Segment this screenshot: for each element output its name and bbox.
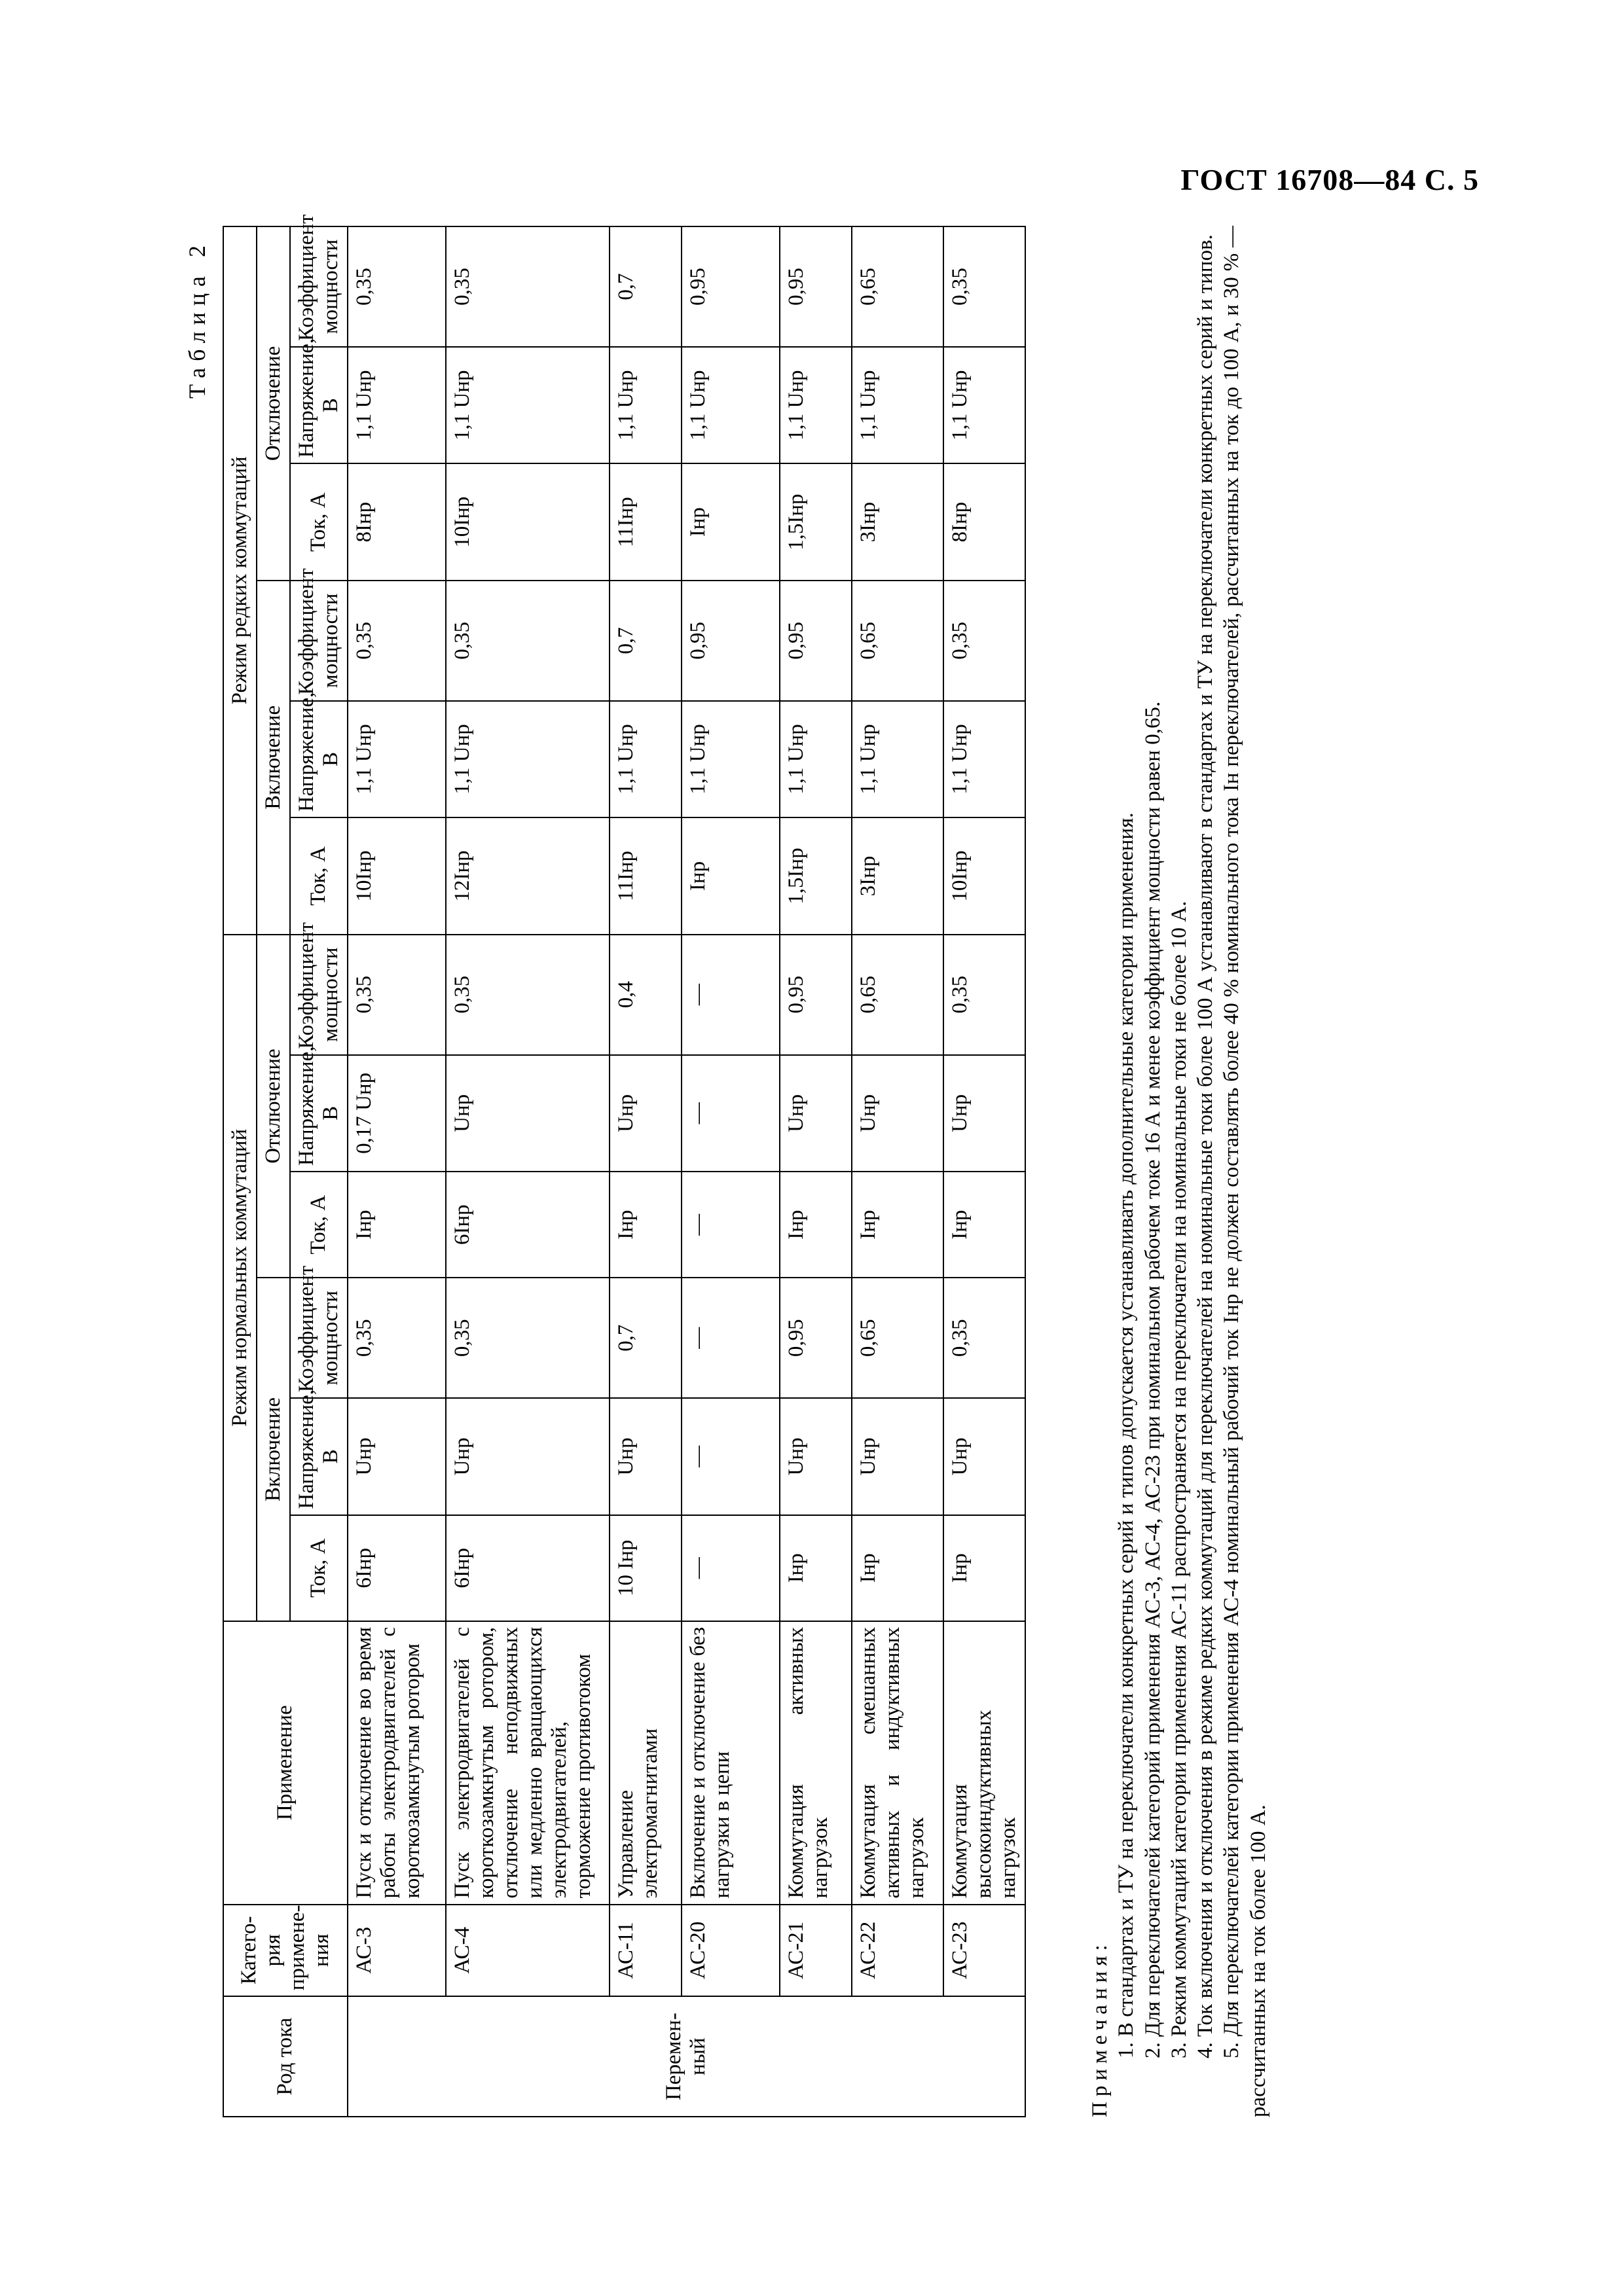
value-cell: 0,95 bbox=[780, 581, 852, 701]
value-cell: 0,65 bbox=[852, 581, 943, 701]
value-cell: 0,35 bbox=[348, 935, 446, 1055]
value-cell: 1,1 Uнр bbox=[446, 347, 610, 463]
application-cell: Пуск и отключение во время работы электродвигателей с короткозамкнутым ротором bbox=[348, 1621, 446, 1905]
header-current: Ток, А bbox=[290, 463, 348, 580]
category-cell: АС-3 bbox=[348, 1905, 446, 1997]
value-cell: 1,1 Uнр bbox=[780, 701, 852, 817]
value-cell: 6Iнр bbox=[348, 1515, 446, 1621]
table-row bbox=[780, 226, 852, 2117]
header-category: Катего-рия примене-ния bbox=[223, 1905, 348, 1997]
value-cell: 0,35 bbox=[348, 581, 446, 701]
value-cell: 0,65 bbox=[852, 1278, 943, 1398]
value-cell: 1,1 Uнр bbox=[610, 701, 682, 817]
application-cell: Коммутация смешанных активных и индуктивных нагрузок bbox=[852, 1621, 943, 1905]
value-cell: 3Iнр bbox=[852, 817, 943, 934]
table-row bbox=[682, 226, 780, 2117]
value-cell: Uнр bbox=[780, 1055, 852, 1172]
value-cell: 0,35 bbox=[446, 935, 610, 1055]
value-cell: 0,35 bbox=[446, 581, 610, 701]
header-current: Ток, А bbox=[290, 1172, 348, 1278]
note-4: 4. Ток включения и отключения в режиме редких коммутаций для переключателей на номинальные токи более 100 А устанавливают в стандартах и ТУ на переключатели конкретных серий и типов. bbox=[1194, 234, 1217, 2058]
value-cell: 6Iнр bbox=[446, 1515, 610, 1621]
value-cell: — bbox=[682, 1278, 780, 1398]
value-cell: 0,17 Uнр bbox=[348, 1055, 446, 1172]
value-cell: 1,1 Uнр bbox=[682, 701, 780, 817]
value-cell: 0,95 bbox=[682, 226, 780, 347]
value-cell: 1,1 Uнр bbox=[610, 347, 682, 463]
value-cell: 0,95 bbox=[780, 1278, 852, 1398]
value-cell: Iнр bbox=[610, 1172, 682, 1278]
value-cell: 0,35 bbox=[943, 1278, 1025, 1398]
table-row bbox=[943, 226, 1025, 2117]
header-voltage: Напряжение, В bbox=[290, 1398, 348, 1515]
category-cell: АС-4 bbox=[446, 1905, 610, 1997]
header-kind: Род тока bbox=[223, 1996, 348, 2117]
value-cell: 1,1 Uнр bbox=[943, 347, 1025, 463]
value-cell: 1,1 Uнр bbox=[348, 701, 446, 817]
header-application: Применение bbox=[223, 1621, 348, 1905]
value-cell: 0,35 bbox=[446, 1278, 610, 1398]
value-cell: 0,7 bbox=[610, 226, 682, 347]
table-row bbox=[610, 226, 682, 2117]
value-cell: 1,1 Uнр bbox=[852, 701, 943, 817]
value-cell: 8Iнр bbox=[943, 463, 1025, 580]
value-cell: — bbox=[682, 935, 780, 1055]
value-cell: 1,5Iнр bbox=[780, 817, 852, 934]
value-cell: Uнр bbox=[446, 1055, 610, 1172]
value-cell: 1,1 Uнр bbox=[348, 347, 446, 463]
value-cell: Iнр bbox=[943, 1172, 1025, 1278]
value-cell: 0,95 bbox=[682, 581, 780, 701]
value-cell: 10Iнр bbox=[446, 463, 610, 580]
value-cell: 1,1 Uнр bbox=[446, 701, 610, 817]
value-cell: 1,5Iнр bbox=[780, 463, 852, 580]
header-power-factor: Коэффициент мощности bbox=[290, 226, 348, 347]
value-cell: 0,7 bbox=[610, 581, 682, 701]
category-cell: АС-21 bbox=[780, 1905, 852, 1997]
value-cell: Iнр bbox=[682, 463, 780, 580]
value-cell: 0,7 bbox=[610, 1278, 682, 1398]
value-cell: Uнр bbox=[780, 1398, 852, 1515]
value-cell: 12Iнр bbox=[446, 817, 610, 934]
value-cell: 11Iнр bbox=[610, 463, 682, 580]
value-cell: Iнр bbox=[348, 1172, 446, 1278]
value-cell: 0,95 bbox=[780, 226, 852, 347]
value-cell: 3Iнр bbox=[852, 463, 943, 580]
value-cell: — bbox=[682, 1515, 780, 1621]
category-cell: АС-11 bbox=[610, 1905, 682, 1997]
value-cell: 8Iнр bbox=[348, 463, 446, 580]
value-cell: — bbox=[682, 1398, 780, 1515]
notes-block bbox=[1087, 226, 1271, 2117]
value-cell: 0,4 bbox=[610, 935, 682, 1055]
header-rare-on: Включение bbox=[257, 581, 290, 935]
value-cell: 10Iнр bbox=[348, 817, 446, 934]
value-cell: — bbox=[682, 1055, 780, 1172]
value-cell: Uнр bbox=[943, 1055, 1025, 1172]
header-normal-on: Включение bbox=[257, 1278, 290, 1621]
value-cell: Iнр bbox=[852, 1172, 943, 1278]
current-kind-cell: Перемен-ный bbox=[348, 1996, 1025, 2117]
value-cell: 0,65 bbox=[852, 226, 943, 347]
table-2 bbox=[223, 214, 1026, 2117]
header-current: Ток, А bbox=[290, 1515, 348, 1621]
header-voltage: Напряжение, В bbox=[290, 347, 348, 463]
table-row bbox=[852, 226, 943, 2117]
header-power-factor: Коэффициент мощности bbox=[290, 935, 348, 1055]
header-voltage: Напряжение, В bbox=[290, 1055, 348, 1172]
value-cell: Iнр bbox=[852, 1515, 943, 1621]
header-current: Ток, А bbox=[290, 817, 348, 934]
header-normal-off: Отключение bbox=[257, 935, 290, 1278]
value-cell: 1,1 Uнр bbox=[682, 347, 780, 463]
header-rare-mode: Режим редких коммутаций bbox=[223, 226, 257, 935]
note-1: 1. В стандартах и ТУ на переключатели конкретных серий и типов допускается устанавливать дополнительные категории применения. bbox=[1114, 812, 1139, 2058]
application-cell: Коммутация высокоиндуктивных нагрузок bbox=[943, 1621, 1025, 1905]
value-cell: 0,95 bbox=[780, 935, 852, 1055]
value-cell: Uнр bbox=[610, 1055, 682, 1172]
value-cell: Uнр bbox=[446, 1398, 610, 1515]
value-cell: 1,1 Uнр bbox=[852, 347, 943, 463]
value-cell: 0,35 bbox=[943, 581, 1025, 701]
application-cell: Управление электромагнитами bbox=[610, 1621, 682, 1905]
value-cell: 1,1 Uнр bbox=[780, 347, 852, 463]
header-normal-mode: Режим нормальных коммутаций bbox=[223, 935, 257, 1621]
rotated-page-content bbox=[183, 214, 1467, 2117]
value-cell: 11Iнр bbox=[610, 817, 682, 934]
application-cell: Коммутация активных нагрузок bbox=[780, 1621, 852, 1905]
value-cell: Iнр bbox=[780, 1515, 852, 1621]
value-cell: 0,35 bbox=[348, 1278, 446, 1398]
value-cell: Iнр bbox=[682, 817, 780, 934]
page-header: ГОСТ 16708—84 С. 5 bbox=[1180, 163, 1479, 196]
value-cell: Uнр bbox=[348, 1398, 446, 1515]
header-power-factor: Коэффициент мощности bbox=[290, 1278, 348, 1398]
value-cell: 10 Iнр bbox=[610, 1515, 682, 1621]
table-row bbox=[348, 226, 446, 2117]
value-cell: Uнр bbox=[852, 1055, 943, 1172]
value-cell: Uнр bbox=[610, 1398, 682, 1515]
application-cell: Включение и отключение без нагрузки в цепи bbox=[682, 1621, 780, 1905]
notes-title: Примечания: bbox=[1088, 1939, 1112, 2117]
header-power-factor: Коэффициент мощности bbox=[290, 581, 348, 701]
value-cell: 0,35 bbox=[348, 226, 446, 347]
note-5: 5. Для переключателей категории применения АС-4 номинальный рабочий ток Iнр не должен составлять более 40 % номинального тока Iн переключателей, рассчитанных на ток до 100 А, и 30 % — рассчитанных на ток более 100 А. bbox=[1220, 226, 1270, 2117]
header-voltage: Напряжение, В bbox=[290, 701, 348, 817]
value-cell: 0,65 bbox=[852, 935, 943, 1055]
value-cell: 0,35 bbox=[943, 226, 1025, 347]
category-cell: АС-23 bbox=[943, 1905, 1025, 1997]
value-cell: Iнр bbox=[943, 1515, 1025, 1621]
value-cell: 6Iнр bbox=[446, 1172, 610, 1278]
application-cell: Пуск электродвигателей с короткозамкнутым ротором, отключение неподвижных или медленно вращающихся электродвигателей, торможение противотоком bbox=[446, 1621, 610, 1905]
value-cell: Uнр bbox=[943, 1398, 1025, 1515]
value-cell: 10Iнр bbox=[943, 817, 1025, 934]
table-row bbox=[446, 226, 610, 2117]
value-cell: 0,35 bbox=[446, 226, 610, 347]
category-cell: АС-22 bbox=[852, 1905, 943, 1997]
table-caption: Таблица 2 bbox=[184, 239, 210, 399]
note-2: 2. Для переключателей категорий применения АС-3, АС-4, АС-23 при номинальном рабочем токе 16 А и менее коэффициент мощности равен 0,65. bbox=[1140, 701, 1165, 2058]
value-cell: Uнр bbox=[852, 1398, 943, 1515]
header-rare-off: Отключение bbox=[257, 226, 290, 581]
value-cell: Iнр bbox=[780, 1172, 852, 1278]
value-cell: 0,35 bbox=[943, 935, 1025, 1055]
category-cell: АС-20 bbox=[682, 1905, 780, 1997]
value-cell: 1,1 Uнр bbox=[943, 701, 1025, 817]
value-cell: — bbox=[682, 1172, 780, 1278]
note-3: 3. Режим коммутаций категории применения АС-11 распространяется на переключатели на номинальные токи не более 10 А. bbox=[1167, 901, 1191, 2058]
